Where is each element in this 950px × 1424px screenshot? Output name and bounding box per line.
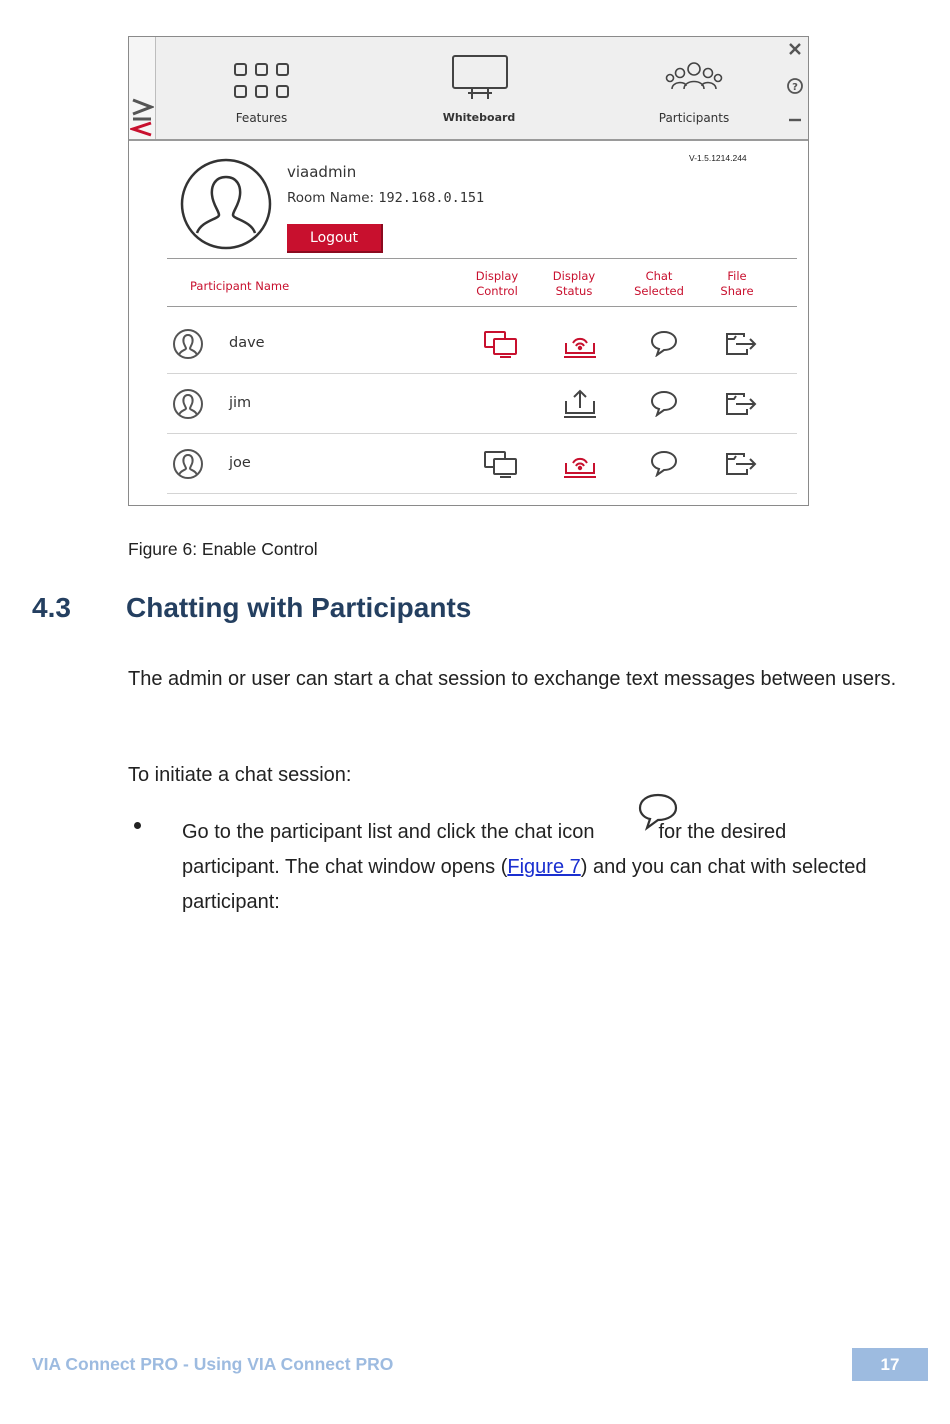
svg-text:?: ? [792, 82, 798, 93]
row-divider [167, 433, 797, 434]
features-label: Features [235, 111, 288, 125]
version-label: V-1.5.1214.244 [689, 153, 747, 163]
row-divider [167, 373, 797, 374]
col-file-share [702, 269, 772, 299]
via-side-strip [129, 37, 156, 139]
divider [167, 258, 797, 259]
col-display-status-line2: Status [555, 284, 593, 298]
display-status-icon[interactable] [562, 449, 598, 479]
display-control-icon[interactable] [483, 329, 519, 359]
bullet-item [182, 815, 882, 920]
room-value: 192.168.0.151 [378, 190, 485, 206]
display-control-icon[interactable] [483, 449, 519, 479]
via-logo-icon [130, 97, 154, 137]
whiteboard-label: Whiteboard [442, 111, 516, 124]
help-icon[interactable] [786, 77, 804, 95]
user-icon [172, 448, 204, 480]
participant-name: jim [229, 395, 252, 411]
room-label: Room Name: [287, 190, 375, 206]
figure-caption: Figure 6: Enable Control [128, 539, 318, 559]
col-participant-name: Participant Name [190, 279, 290, 293]
col-display-status-line1: Display [552, 269, 596, 283]
chat-icon[interactable] [649, 389, 679, 417]
participants-button[interactable] [644, 37, 744, 137]
logout-button[interactable]: Logout [287, 224, 383, 253]
section-title: Chatting with Participants [126, 592, 472, 623]
chat-icon[interactable] [649, 329, 679, 357]
file-share-icon[interactable] [724, 331, 758, 357]
app-toolbar [129, 37, 808, 141]
col-display-control [462, 269, 532, 299]
participants-icon [664, 59, 724, 99]
row-divider [167, 493, 797, 494]
section-intro: To initiate a chat session: [128, 764, 352, 786]
close-icon[interactable] [788, 42, 802, 56]
bullet-text-part1: Go to the participant list and click the chat icon [182, 821, 595, 843]
col-chat-selected [624, 269, 694, 299]
grid-icon [233, 61, 293, 101]
whiteboard-button[interactable] [429, 37, 529, 137]
display-status-icon[interactable] [562, 329, 598, 359]
divider [167, 306, 797, 307]
bullet-dot [134, 822, 141, 829]
chat-icon[interactable] [649, 449, 679, 477]
user-icon [172, 388, 204, 420]
col-chat-selected-line1: Chat [645, 269, 673, 283]
features-button[interactable] [219, 37, 304, 137]
figure-7-link[interactable]: Figure 7 [507, 856, 581, 878]
bullet-text-part2: for the desired participant. The chat window opens ( [182, 821, 787, 878]
whiteboard-icon [450, 53, 510, 101]
bullet-text-part3: ) and you can chat with selected participant: [182, 856, 867, 913]
minimize-icon[interactable] [788, 117, 802, 123]
user-name: viaadmin [287, 163, 357, 181]
room-name [287, 190, 484, 206]
col-file-share-line1: File [727, 269, 747, 283]
section-paragraph: The admin or user can start a chat session to exchange text messages between users. [128, 668, 897, 690]
footer-title: VIA Connect PRO - Using VIA Connect PRO [32, 1354, 394, 1374]
file-share-icon[interactable] [724, 451, 758, 477]
col-display-control-line1: Display [475, 269, 519, 283]
page-number: 17 [852, 1348, 928, 1381]
user-icon [172, 328, 204, 360]
user-avatar-icon [179, 157, 273, 251]
col-display-status [539, 269, 609, 299]
file-share-icon[interactable] [724, 391, 758, 417]
participant-name: dave [229, 335, 265, 351]
col-display-control-line2: Control [476, 284, 518, 298]
participant-name: joe [229, 455, 251, 471]
chat-icon [636, 792, 680, 832]
col-chat-selected-line2: Selected [634, 284, 684, 298]
share-upload-icon[interactable] [562, 387, 598, 419]
figure-screenshot [128, 36, 809, 506]
col-file-share-line2: Share [720, 284, 754, 298]
section-number: 4.3 [32, 592, 71, 623]
participants-label: Participants [658, 111, 730, 125]
